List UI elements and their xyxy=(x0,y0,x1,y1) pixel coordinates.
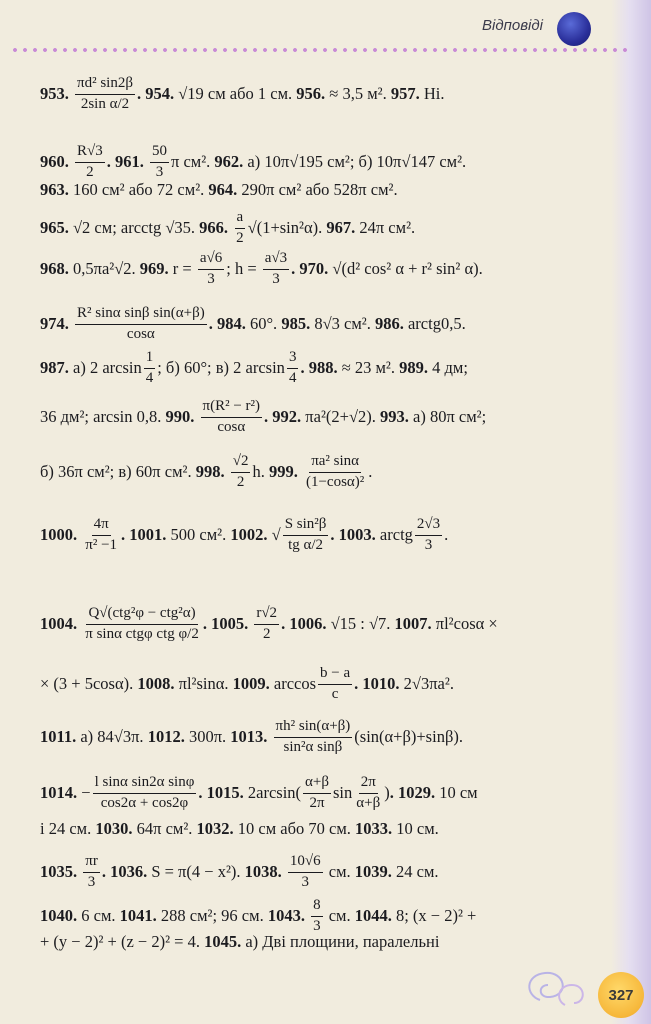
answer-text: ) xyxy=(384,783,390,803)
problem-number: 989. xyxy=(399,358,433,378)
answer-text: √(1+sin²α). xyxy=(247,218,327,238)
problem-number: 1008. xyxy=(137,674,179,694)
fraction-denominator: 2 xyxy=(236,473,245,490)
answer-text: 288 см²; 96 см. xyxy=(160,906,268,926)
problem-number: 974. xyxy=(40,314,73,334)
answer-text: 36 дм²; arcsin 0,8. xyxy=(40,407,166,427)
problem-number: . 970. xyxy=(291,259,333,279)
fraction xyxy=(318,666,352,703)
fraction-numerator: πd² sin2β xyxy=(75,76,135,95)
problem-number: 956. xyxy=(296,84,330,104)
fraction xyxy=(150,144,169,181)
fraction-numerator: π(R² − r²) xyxy=(201,399,263,418)
problem-number: . 1010. xyxy=(354,674,404,694)
answer-text: ; h = xyxy=(226,259,261,279)
fraction-numerator: πh² sin(α+β) xyxy=(274,719,353,738)
fraction-denominator: 3 xyxy=(87,873,96,890)
answer-text: πl²sinα. xyxy=(178,674,233,694)
answer-line xyxy=(40,819,595,839)
problem-number: 1009. xyxy=(232,674,274,694)
problem-number: 962. xyxy=(214,152,248,172)
answer-line xyxy=(40,350,595,387)
answer-text: (sin(α+β)+sinβ). xyxy=(354,727,463,747)
fraction xyxy=(75,306,207,343)
fraction-numerator: 10√6 xyxy=(288,854,323,873)
problem-number: 1040. xyxy=(40,906,82,926)
problem-number: 968. xyxy=(40,259,73,279)
fraction-denominator: 3 xyxy=(313,917,321,934)
problem-number: 1002. xyxy=(230,525,272,545)
answer-text: і 24 см. xyxy=(40,819,96,838)
answer-text: sin xyxy=(332,783,353,803)
problem-number: . 1029. xyxy=(389,783,440,803)
fraction-numerator: √2 xyxy=(231,454,251,473)
fraction-numerator: 2√3 xyxy=(415,517,442,536)
answer-text: √2 см; arcctg √35. xyxy=(73,218,200,238)
answer-text: 24 см. xyxy=(396,862,439,882)
fraction xyxy=(83,606,201,643)
problem-number: 1007. xyxy=(394,614,436,634)
fraction-denominator: cos2α + cos2φ xyxy=(100,794,189,811)
answer-line xyxy=(40,898,595,935)
answer-text: r = xyxy=(172,259,196,279)
fraction-denominator: π² −1 xyxy=(85,536,118,553)
fraction-denominator: (1−cosα)² xyxy=(305,473,365,490)
fraction-numerator: a xyxy=(235,210,246,229)
fraction-denominator: 2sin α/2 xyxy=(80,95,130,112)
problem-number: 1044. xyxy=(354,906,396,926)
problem-number: 1013. xyxy=(230,727,272,747)
problem-number: 964. xyxy=(208,180,242,199)
fraction-denominator: α+β xyxy=(356,794,381,811)
fraction-numerator: 3 xyxy=(287,350,299,369)
answer-text: 6 см. xyxy=(81,906,120,926)
fraction xyxy=(304,454,366,491)
answer-text: 10 см xyxy=(439,783,478,803)
fraction xyxy=(83,854,100,891)
fraction-numerator: 8 xyxy=(311,898,323,917)
problem-number: 1043. xyxy=(267,906,310,926)
answer-text: 290π см² або 528π см². xyxy=(241,180,398,199)
answer-text: + (y − 2)² + (z − 2)² = 4. xyxy=(40,932,205,951)
fraction xyxy=(83,517,119,554)
fraction-numerator: πr xyxy=(83,854,100,873)
fraction-denominator: 2 xyxy=(86,163,94,180)
fraction-numerator: S sin²β xyxy=(283,517,329,536)
problem-number: . 992. xyxy=(264,407,306,427)
answer-line xyxy=(40,719,595,756)
answer-text: 0,5πa²√2. xyxy=(73,259,140,279)
answer-line xyxy=(40,932,595,952)
problem-number: . 1006. xyxy=(281,614,331,634)
problem-number: . 988. xyxy=(300,358,342,378)
answer-text: см. xyxy=(324,906,355,926)
answer-text: . xyxy=(444,525,449,545)
problem-number: . 1036. xyxy=(101,862,152,882)
fraction-numerator: πa² sinα xyxy=(309,454,361,473)
answer-text: ≈ 3,5 м². xyxy=(329,84,391,104)
answer-line xyxy=(40,666,595,703)
fraction-denominator: 3 xyxy=(301,873,309,890)
problem-number: 1011. xyxy=(40,727,81,747)
answer-text: 8; (x − 2)² + xyxy=(395,906,477,926)
answer-text: 60°. xyxy=(249,314,282,334)
problem-number: 986. xyxy=(374,314,408,334)
problem-number: 1045. xyxy=(204,932,246,951)
answer-line xyxy=(40,399,595,436)
answer-text: √15 : √7. xyxy=(330,614,395,634)
answer-text: 160 см² або 72 см². xyxy=(73,180,209,199)
problem-number: . 1001. xyxy=(121,525,171,545)
problem-number: 1033. xyxy=(355,819,397,838)
problem-number: 987. xyxy=(40,358,73,378)
answer-line xyxy=(40,517,595,554)
problem-number: . 961. xyxy=(106,152,148,172)
problem-number: 967. xyxy=(326,218,360,238)
answer-text: а) 10π√195 см²; б) 10π√147 см². xyxy=(247,152,467,172)
answer-text: πl²cosα × xyxy=(435,614,498,634)
fraction xyxy=(415,517,442,554)
answer-text: h. xyxy=(252,462,269,482)
fraction-numerator: l sinα sin2α sinφ xyxy=(93,775,197,794)
problem-number: 1038. xyxy=(244,862,286,882)
fraction-numerator: r√2 xyxy=(254,606,279,625)
problem-number: . 1015. xyxy=(198,783,248,803)
fraction xyxy=(201,399,263,436)
dotted-divider xyxy=(10,47,628,53)
answer-text: 8√3 см². xyxy=(314,314,375,334)
answer-text: а) 2 arcsin xyxy=(73,358,142,378)
fraction-numerator: R√3 xyxy=(75,144,105,163)
answer-line xyxy=(40,854,595,891)
answer-text: ; б) 60°; в) 2 arcsin xyxy=(157,358,285,378)
problem-number: 953. xyxy=(40,84,73,104)
fraction xyxy=(303,775,331,812)
fraction xyxy=(144,350,156,387)
answer-text: ≈ 23 м². xyxy=(341,358,400,378)
problem-number: 1014. xyxy=(40,783,82,803)
fraction-denominator: c xyxy=(331,685,339,702)
fraction xyxy=(93,775,197,812)
fraction xyxy=(75,144,105,181)
answer-line xyxy=(40,454,595,491)
problem-number: 1035. xyxy=(40,862,82,882)
problem-number: . 984. xyxy=(208,314,250,334)
answer-text: Ні. xyxy=(423,84,445,104)
fraction-denominator: 2 xyxy=(262,625,271,642)
answer-text: arctg xyxy=(379,525,413,545)
fraction xyxy=(263,251,289,288)
fraction xyxy=(254,606,279,643)
problem-number: 990. xyxy=(165,407,199,427)
answer-line xyxy=(40,76,595,113)
answer-text: 2arcsin( xyxy=(247,783,302,803)
answer-text: 4 дм; xyxy=(432,358,468,378)
fraction xyxy=(75,76,135,113)
answer-line xyxy=(40,606,595,643)
fraction-denominator: 3 xyxy=(207,270,215,287)
header-orb-icon xyxy=(557,12,591,46)
answer-text: 300π. xyxy=(188,727,231,747)
answer-text: √ xyxy=(271,525,281,545)
problem-number: 998. xyxy=(195,462,229,482)
fraction xyxy=(234,210,246,247)
fraction-denominator: 2 xyxy=(236,229,244,246)
answer-text: 24π см². xyxy=(359,218,416,238)
fraction-numerator: 2π xyxy=(359,775,378,794)
fraction-denominator: cosα xyxy=(217,418,246,435)
problem-number: 1032. xyxy=(196,819,238,838)
answer-text: 500 см². xyxy=(170,525,231,545)
fraction-numerator: a√3 xyxy=(263,251,289,270)
problem-number: 960. xyxy=(40,152,73,172)
answer-text: S = π(4 − x²). xyxy=(151,862,245,882)
problem-number: 1012. xyxy=(147,727,189,747)
fraction xyxy=(288,854,323,891)
section-title: Відповіді xyxy=(481,17,543,34)
fraction-numerator: Q√(ctg²φ − ctg²α) xyxy=(86,606,197,625)
answer-text: а) Дві площини, паралельні xyxy=(245,932,440,951)
problem-number: 1030. xyxy=(95,819,137,838)
problem-number: 966. xyxy=(199,218,233,238)
fraction-numerator: R² sinα sinβ sin(α+β) xyxy=(75,306,207,325)
problem-number: 999. xyxy=(268,462,302,482)
answer-text: б) 36π см²; в) 60π см². xyxy=(40,462,196,482)
answer-text: − xyxy=(81,783,91,803)
problem-number: 969. xyxy=(139,259,173,279)
answer-text: 64π см². xyxy=(136,819,197,838)
answer-text: arccos xyxy=(273,674,317,694)
answer-text: πa²(2+√2). xyxy=(305,407,380,427)
problem-number: 957. xyxy=(390,84,424,104)
fraction-denominator: cosα xyxy=(126,325,155,342)
page-header xyxy=(0,0,651,60)
problem-number: . 1003. xyxy=(330,525,380,545)
fraction-denominator: 4 xyxy=(288,369,297,386)
fraction-numerator: 4π xyxy=(92,517,111,536)
answer-text: см. xyxy=(324,862,355,882)
answer-text: π см². xyxy=(171,152,215,172)
answer-line xyxy=(40,251,595,288)
answer-line xyxy=(40,144,595,181)
answer-text: × (3 + 5cosα). xyxy=(40,674,138,694)
fraction-denominator: π sinα ctgφ ctg φ/2 xyxy=(85,625,199,642)
problem-number: 993. xyxy=(380,407,413,427)
fraction-numerator: a√6 xyxy=(198,251,224,270)
answer-text: а) 80π см²; xyxy=(413,407,487,427)
fraction-denominator: tg α/2 xyxy=(288,536,324,553)
problem-number: 1039. xyxy=(354,862,397,882)
problem-number: . 954. xyxy=(136,84,179,104)
fraction xyxy=(274,719,353,756)
fraction-numerator: b − a xyxy=(318,666,352,685)
fraction-denominator: 4 xyxy=(145,369,154,386)
fraction xyxy=(354,775,382,812)
fraction-denominator: 3 xyxy=(272,270,280,287)
fraction xyxy=(198,251,224,288)
fraction xyxy=(311,898,323,935)
answer-text: 2√3πa². xyxy=(403,674,454,694)
answer-text: 10 см або 70 см. xyxy=(237,819,356,838)
problem-number: 1041. xyxy=(119,906,161,926)
fraction-denominator: 2π xyxy=(309,794,325,811)
page-edge-tint xyxy=(611,0,651,1024)
problem-number: 963. xyxy=(40,180,73,199)
problem-number: 985. xyxy=(281,314,315,334)
answer-text: √(d² cos² α + r² sin² α). xyxy=(332,259,483,279)
answer-line xyxy=(40,306,595,343)
problem-number: 1004. xyxy=(40,614,82,634)
fraction xyxy=(287,350,299,387)
answer-line xyxy=(40,775,595,812)
answer-text: √19 см або 1 см. xyxy=(178,84,297,104)
problem-number: . 1005. xyxy=(202,614,253,634)
problem-number: 1000. xyxy=(40,525,82,545)
answer-text: arctg0,5. xyxy=(407,314,466,334)
answer-text: . xyxy=(368,462,373,482)
fraction-denominator: 3 xyxy=(155,163,164,180)
answer-text: а) 84√3π. xyxy=(80,727,148,747)
answer-text: 10 см. xyxy=(396,819,439,838)
answer-line xyxy=(40,180,595,200)
answer-line xyxy=(40,210,595,247)
page-number: 327 xyxy=(598,972,644,1018)
fraction xyxy=(231,454,251,491)
fraction-denominator: 3 xyxy=(424,536,433,553)
fraction xyxy=(283,517,329,554)
fraction-numerator: 1 xyxy=(144,350,156,369)
fraction-numerator: 50 xyxy=(150,144,169,163)
fraction-denominator: sin²α sinβ xyxy=(283,738,343,755)
problem-number: 965. xyxy=(40,218,73,238)
fraction-numerator: α+β xyxy=(303,775,331,794)
